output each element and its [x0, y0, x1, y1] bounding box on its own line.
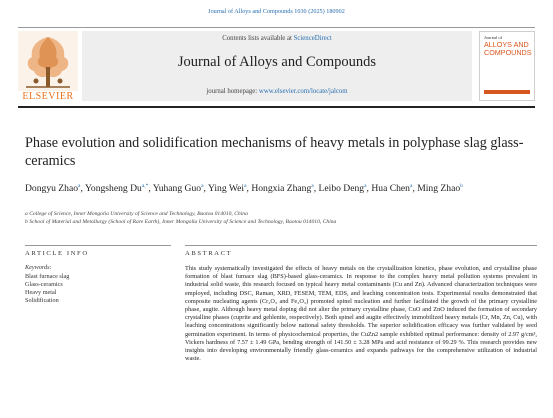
author-name[interactable]: Hongxia Zhang — [251, 183, 312, 194]
elsevier-tree-icon — [18, 31, 78, 91]
journal-homepage-link[interactable]: www.elsevier.com/locate/jalcom — [258, 88, 348, 95]
contents-line — [82, 35, 472, 42]
author-affiliation-marker[interactable]: b — [460, 183, 463, 189]
abstract-rule — [185, 245, 537, 246]
author-affiliation-marker[interactable]: a — [244, 183, 247, 189]
sciencedirect-link[interactable]: ScienceDirect — [293, 35, 332, 42]
author-affiliation-marker[interactable]: a — [78, 183, 81, 189]
author-affiliation-marker[interactable]: a — [409, 183, 413, 189]
author-name[interactable]: Dongyu Zhao — [25, 183, 79, 194]
author-separator: , — [366, 183, 372, 194]
article-info-heading: ARTICLE INFO — [25, 250, 89, 257]
abstract-heading: ABSTRACT — [185, 250, 233, 257]
author-separator: , — [148, 183, 153, 194]
article-title: Phase evolution and solidification mechanisms of heavy metals in polyphase slag glass-ceramics — [25, 135, 524, 169]
affiliation-a: a College of Science, Inner Mongolia University of Science and Technology, Baotou 014010, China — [25, 211, 248, 217]
author-affiliation-marker[interactable]: a,* — [141, 183, 149, 189]
author-name[interactable]: Yuhang Guo — [152, 183, 202, 194]
author-name[interactable]: Hua Chen — [371, 183, 410, 194]
affiliation-b: b School of Material and Metallurgy (School of Rare Earth), Inner Mongolia University of Science and Technology, Baotou 014010, China — [25, 219, 337, 225]
article-info-rule — [25, 245, 171, 246]
cover-small-text: Journal of — [484, 35, 503, 40]
elsevier-wordmark: ELSEVIER — [22, 91, 74, 102]
author-separator: , — [412, 183, 418, 194]
cover-accent-bar — [484, 90, 530, 94]
keyword-item[interactable]: Solidification — [25, 297, 59, 304]
keyword-item[interactable]: Glass-ceramics — [25, 281, 63, 288]
journal-homepage-line — [82, 88, 472, 95]
author-name[interactable]: Leibo Deng — [318, 183, 365, 194]
author-affiliation-marker[interactable]: a — [364, 183, 367, 189]
author-affiliation-marker[interactable]: a — [201, 183, 204, 189]
author-name[interactable]: Yongsheng Du — [84, 183, 142, 194]
author-name[interactable]: Ming Zhao — [417, 183, 461, 194]
abstract-text: This study systematically investigated the effects of heavy metals on the crystallization kinetics, phase evolution, and crystalline phase formation of blast furnace slag (BFS)-based glass-ceramics. In response to the complex heavy metal pollution systems prevalent in industrial solid waste, this research focused on typical heavy metal contaminants (Cu and Zn). Advanced characterization techniques were employed, including DSC, Raman, XRD, FESEM, TEM, EDS, and leaching concentration tests. Experimental results demonstrated that composite nucleating agents (Cr₂O₃ and Fe₂O₃) promoted spinel nucleation and further facilitated the growth of the primary crystalline phase, augite. Although heavy metal doping did not alter the primary crystalline phase, CuO and ZnO induced the formation of secondary crystalline phases (cuprite and gehlenite, respectively). Both spinel and augite effectively immobilized heavy metals (Cr, Mn, Zn, Cu), with leaching concentrations significantly below national safety thresholds. The superior solidification efficacy was further validated by seed germination experiment. In terms of physicochemical properties, the CuZn2 sample exhibited optimal performance: density of 2.97 g/cm³, Vickers hardness of 7.57 ± 1.49 GPa, bending strength of 141.50 ± 3.28 MPa and acid resistance of 99.29 %. This research provides new insights into developing environmentally friendly glass-ceramics and expands pathways for the comprehensive utilization of industrial waste. — [185, 265, 537, 363]
author-name[interactable]: Ying Wei — [207, 183, 245, 194]
author-list — [25, 180, 535, 196]
keyword-item[interactable]: Blast furnace slag — [25, 273, 70, 280]
author-separator: , — [313, 183, 319, 194]
cover-title: ALLOYS AND COMPOUNDS — [484, 40, 532, 57]
contents-prefix: Contents lists available at — [222, 35, 294, 42]
author-affiliation-marker[interactable]: a — [311, 183, 314, 189]
author-separator: , — [203, 183, 208, 194]
header-rule-bottom — [18, 106, 535, 108]
journal-citation[interactable]: Journal of Alloys and Compounds 1030 (2025) 180902 — [208, 8, 345, 15]
header-rule-top — [18, 27, 535, 28]
author-separator: , — [246, 183, 252, 194]
author-separator: , — [80, 183, 85, 194]
keywords-label: Keywords: — [25, 264, 52, 271]
homepage-prefix: journal homepage: — [206, 88, 259, 95]
journal-name: Journal of Alloys and Compounds — [177, 54, 377, 70]
journal-cover-thumbnail[interactable] — [479, 31, 535, 101]
keyword-item[interactable]: Heavy metal — [25, 289, 57, 296]
